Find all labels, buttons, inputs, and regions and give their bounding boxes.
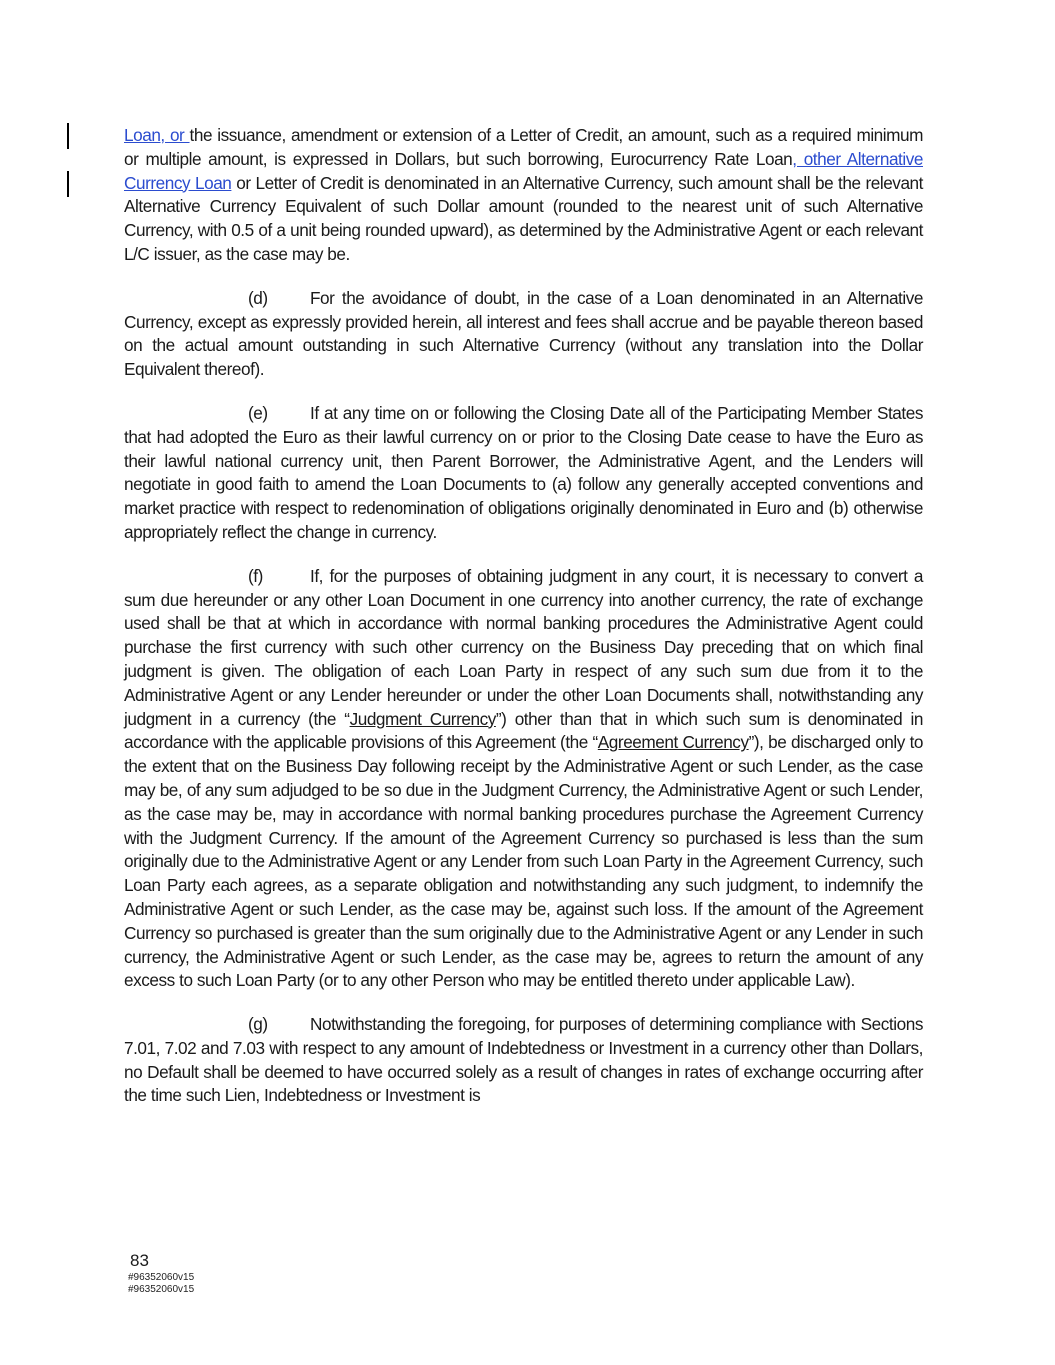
paragraph-label: (d) [248, 287, 268, 308]
document-id: #96352060v15 [128, 1284, 195, 1295]
paragraph-text: For the avoidance of doubt, in the case of a Loan denominated in an Alternative Currency, except as expressly provided herein, all interest and fees shall accrue and be payable thereon based on the actual amount outstanding in such Alternative Currency (without any translation into the Dollar Equivalent thereof). [124, 287, 923, 380]
paragraph-text: If at any time on or following the Closing Date all of the Participating Member States that had adopted the Euro as their lawful currency on or prior to the Closing Date cease to have the Euro as their lawful national currency unit, then Parent Borrower, the Administrative Agent, and the Lenders will negotiate in good faith to amend the Loan Documents to (a) follow any generally accepted conventions and market practice with respect to redenomination of obligations originally denominated in Euro and (b) otherwise appropriately reflect the change in currency. [124, 402, 923, 542]
paragraph-g [124, 1013, 923, 1108]
paragraph-label: (e) [248, 402, 268, 423]
paragraph-label: (f) [248, 565, 263, 586]
paragraph-c-continuation [124, 124, 923, 267]
paragraph-text: If, for the purposes of obtaining judgment in any court, it is necessary to convert a sum due hereunder or any other Loan Document in one currency into another currency, the rate of exchange used shall be that at which in accordance with normal banking procedures the Administrative Agent could purchase the first currency with such other currency on the Business Day preceding that on which final judgment is given. The obligation of each Loan Party in respect of any such sum due from it to the Administrative Agent or any Lender hereunder or under the other Loan Documents shall, notwithstanding any judgment in a currency (the “ [124, 565, 923, 729]
defined-term-judgment-currency: Judgment Currency [349, 708, 496, 729]
paragraph-d [124, 287, 923, 382]
defined-term-agreement-currency: Agreement Currency [597, 732, 749, 753]
paragraph-f [124, 565, 923, 993]
document-id: #96352060v15 [128, 1272, 195, 1283]
paragraph-text: the issuance, amendment or extension of a Letter of Credit, an amount, such as a required minimum or multiple amount, is expressed in Dollars, but such borrowing, Eurocurrency Rate Loan [124, 125, 924, 169]
revision-change-bar [67, 171, 69, 197]
page-footer [128, 1250, 194, 1296]
inserted-text: Loan, or [124, 125, 190, 145]
paragraph-text: or Letter of Credit is denominated in an Alternative Currency, such amount shall be the relevant Alternative Currency Equivalent of such Dollar amount (rounded to the nearest unit of such Alternative Currency, with 0.5 of a unit being rounded upward), as determined by the Administrative Agent or each relevant L/C issuer, as the case may be. [124, 172, 923, 264]
revision-change-bar [67, 123, 69, 149]
paragraph-text: Notwithstanding the foregoing, for purposes of determining compliance with Sections 7.01, 7.02 and 7.03 with respect to any amount of Indebtedness or Investment in a currency other than Dollars, no Default shall be deemed to have occurred solely as a result of changes in rates of exchange occurring after the time such Lien, Indebtedness or Investment is [124, 1014, 923, 1106]
body-text [124, 124, 923, 1128]
inserted-text: , other Alternative Currency Loan [124, 148, 923, 193]
page-number: 83 [130, 1251, 149, 1270]
paragraph-e [124, 402, 923, 545]
paragraph-text: ”) other than that in which such sum is denominated in accordance with the applicable provisions of this Agreement (the “ [124, 708, 923, 753]
paragraph-label: (g) [248, 1014, 268, 1035]
paragraph-text: ”), be discharged only to the extent that on the Business Day following receipt by the Administrative Agent or such Lender, as the case may be, of any sum adjudged to be so due in the Judgment Currency, the Administrative Agent or such Lender, as the case may be, may in accordance with normal banking procedures purchase the Agreement Currency with the Judgment Currency. If the amount of the Agreement Currency so purchased is less than the sum originally due to the Administrative Agent or any Lender from such Loan Party in the Agreement Currency, such Loan Party each agrees, as a separate obligation and notwithstanding any such judgment, to indemnify the Administrative Agent or such Lender, as the case may be, against such loss. If the amount of the Agreement Currency so purchased is greater than the sum originally due to the Administrative Agent or any Lender in such currency, the Administrative Agent or such Lender, as the case may be, agrees to return the amount of any excess to such Loan Party (or to any other Person who may be entitled thereto under applicable Law). [124, 732, 924, 991]
